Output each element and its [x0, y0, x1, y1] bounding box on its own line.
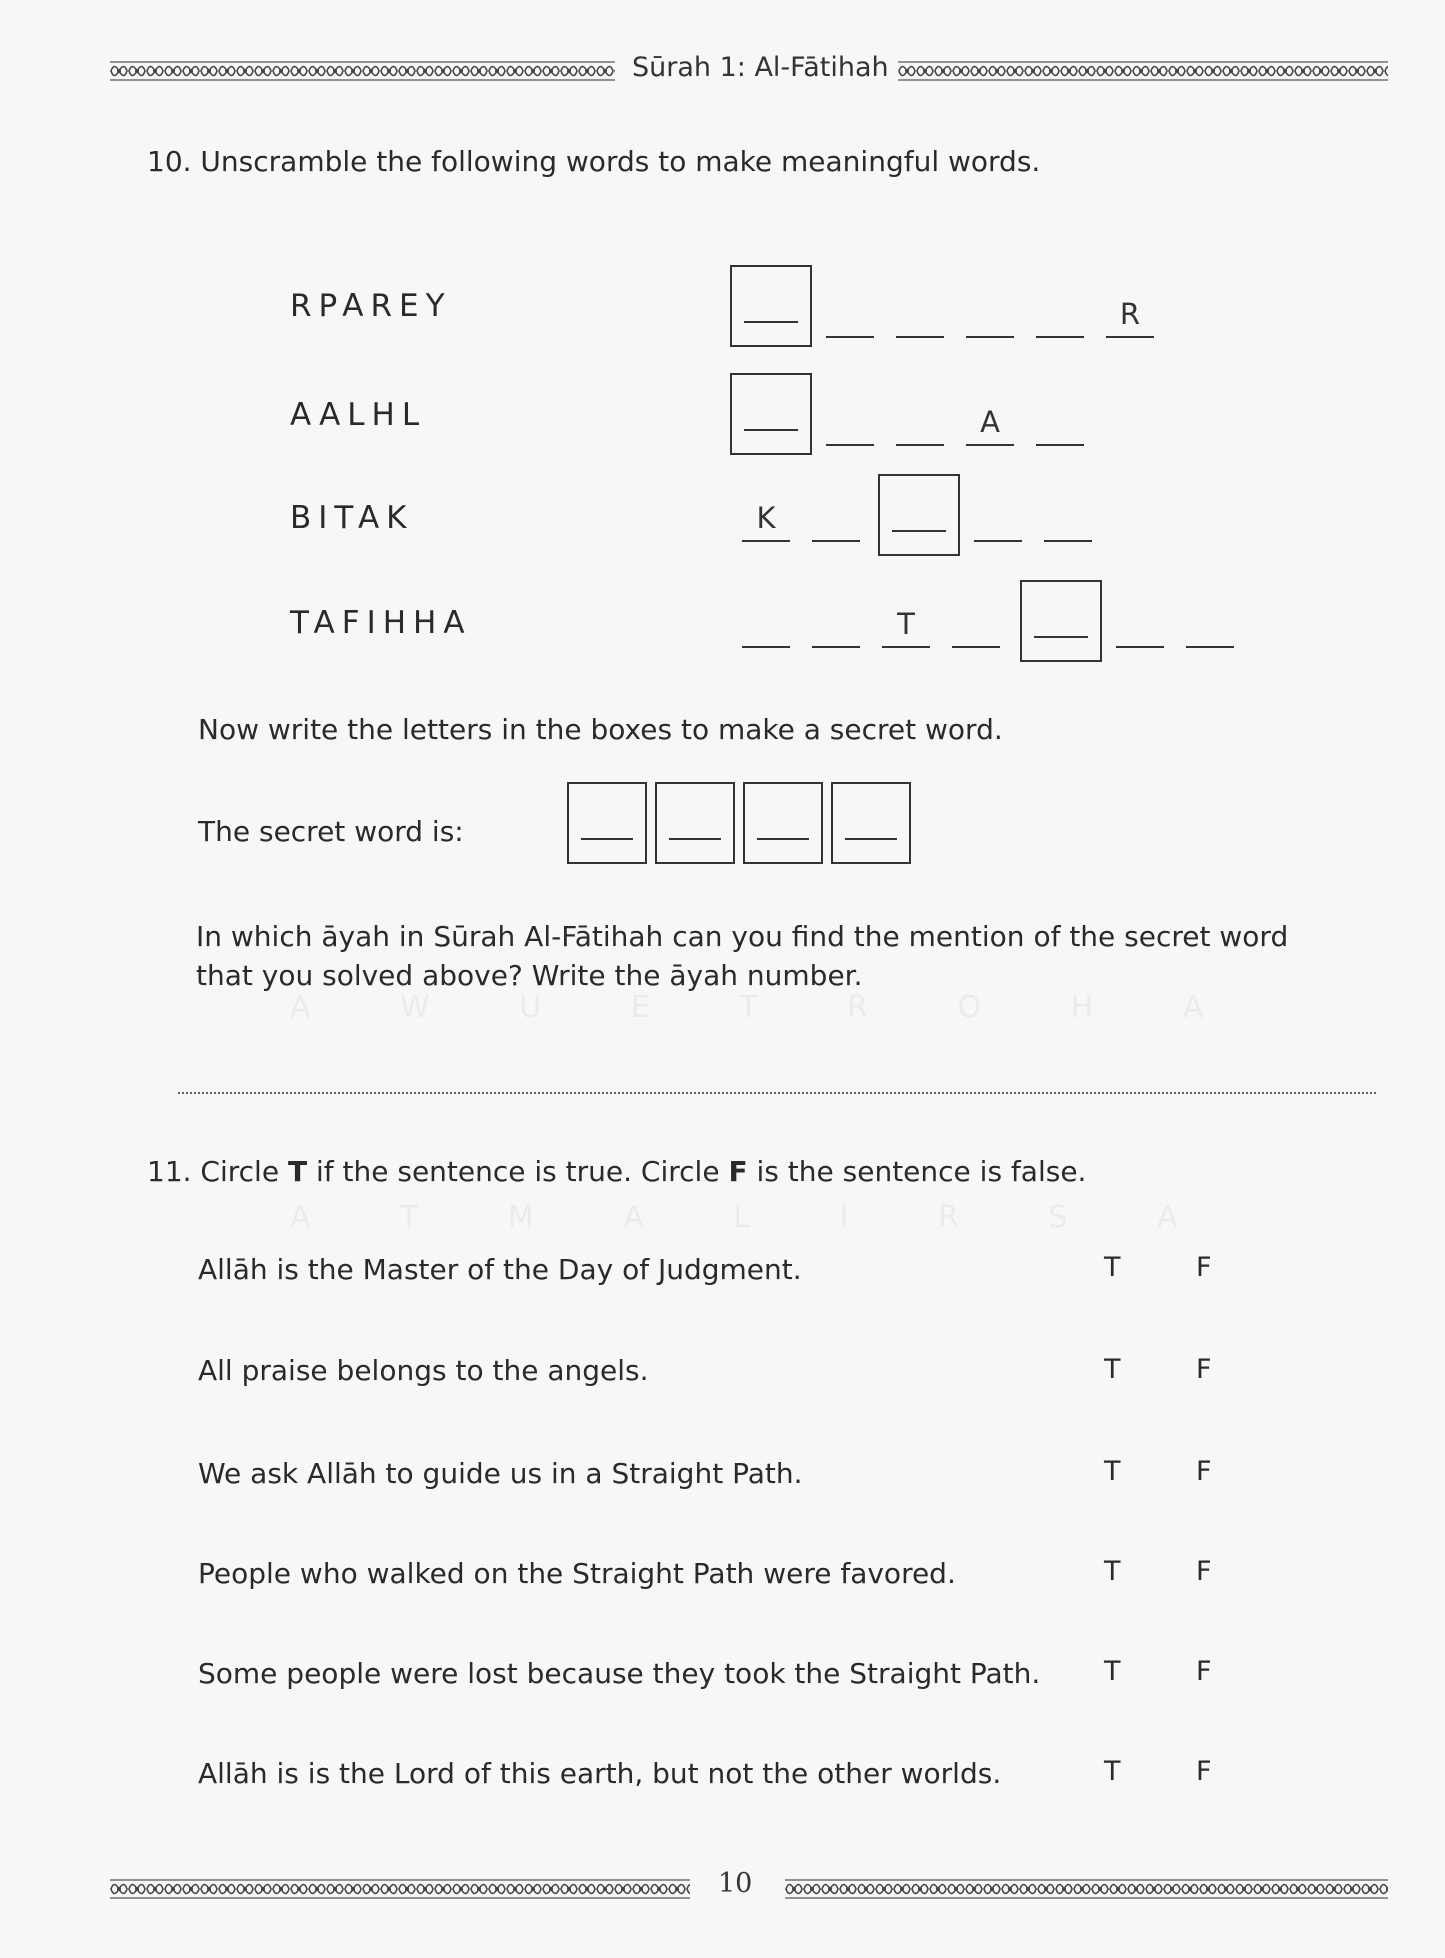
answer-row-4 [742, 580, 1242, 665]
page-number: 10 [718, 1868, 753, 1899]
statement-6: Allāh is is the Lord of this earth, but not the other worlds. [198, 1757, 1002, 1790]
header-ornament-right [898, 60, 1388, 82]
statement-2: All praise belongs to the angels. [198, 1354, 649, 1387]
letter-blank[interactable] [1036, 294, 1084, 338]
letter-blank[interactable] [1036, 402, 1084, 446]
letter-blank[interactable] [826, 294, 874, 338]
footer-ornament-left [110, 1878, 690, 1900]
letter-blank[interactable] [1116, 604, 1164, 648]
letter-blank[interactable]: K [742, 498, 790, 542]
true-option[interactable]: T [1104, 1756, 1121, 1787]
q11-title-part: is the sentence is false. [747, 1155, 1087, 1188]
scrambled-word-4: TAFIHHA [290, 605, 472, 641]
secret-word-label: The secret word is: [198, 815, 464, 848]
statement-1: Allāh is the Master of the Day of Judgment. [198, 1253, 802, 1286]
bleed-through: A W U E T R O H A [290, 990, 1244, 1025]
false-option[interactable]: F [1196, 1354, 1212, 1385]
letter-box[interactable] [1020, 580, 1102, 662]
question-line-1: In which āyah in Sūrah Al-Fātihah can you find the mention of the secret word [196, 920, 1289, 953]
scrambled-word-2: AALHL [290, 397, 427, 433]
letter-blank[interactable] [974, 498, 1022, 542]
letter-blank[interactable] [966, 294, 1014, 338]
statement-5: Some people were lost because they took the Straight Path. [198, 1657, 1041, 1690]
letter-blank[interactable]: A [966, 402, 1014, 446]
answer-line[interactable] [178, 1092, 1376, 1094]
letter-blank[interactable]: T [882, 604, 930, 648]
question-line-2: that you solved above? Write the āyah number. [196, 959, 863, 992]
scrambled-word-1: RPAREY [290, 288, 452, 324]
secret-letter-box[interactable] [655, 782, 735, 864]
answer-row-1 [730, 265, 1192, 340]
letter-blank[interactable] [896, 402, 944, 446]
q11-title-part: if the sentence is true. Circle [307, 1155, 729, 1188]
secret-word-question [196, 917, 1406, 995]
false-option[interactable]: F [1196, 1252, 1212, 1283]
q11-title-t: T [287, 1155, 308, 1188]
footer-ornament-right [785, 1878, 1388, 1900]
letter-box[interactable] [730, 265, 812, 347]
letter-blank[interactable] [826, 402, 874, 446]
letter-box[interactable] [730, 373, 812, 455]
header-ornament-left [110, 60, 615, 82]
letter-blank[interactable] [952, 604, 1000, 648]
scrambled-word-3: BITAK [290, 500, 414, 536]
false-option[interactable]: F [1196, 1756, 1212, 1787]
q11-title-part: 11. Circle [147, 1155, 288, 1188]
letter-blank[interactable] [812, 498, 860, 542]
secret-word-boxes [567, 782, 917, 867]
q11-title [147, 1155, 1086, 1188]
secret-letter-box[interactable] [743, 782, 823, 864]
bleed-through: A T M A L I R S A [290, 1200, 1218, 1235]
true-option[interactable]: T [1104, 1556, 1121, 1587]
letter-blank[interactable] [1186, 604, 1234, 648]
answer-row-2 [730, 373, 1090, 458]
instruction-text: Now write the letters in the boxes to make a secret word. [198, 713, 1003, 746]
secret-letter-box[interactable] [567, 782, 647, 864]
false-option[interactable]: F [1196, 1656, 1212, 1687]
letter-blank[interactable] [742, 604, 790, 648]
true-option[interactable]: T [1104, 1656, 1121, 1687]
answer-row-3 [742, 474, 1102, 559]
false-option[interactable]: F [1196, 1556, 1212, 1587]
false-option[interactable]: F [1196, 1456, 1212, 1487]
true-option[interactable]: T [1104, 1354, 1121, 1385]
statement-4: People who walked on the Straight Path were favored. [198, 1557, 956, 1590]
header-title: Sūrah 1: Al-Fātihah [632, 52, 889, 83]
letter-blank[interactable] [812, 604, 860, 648]
statement-3: We ask Allāh to guide us in a Straight Path. [198, 1457, 803, 1490]
letter-blank[interactable] [896, 294, 944, 338]
secret-letter-box[interactable] [831, 782, 911, 864]
q11-title-f: F [728, 1155, 748, 1188]
letter-box[interactable] [878, 474, 960, 556]
letter-blank[interactable]: R [1106, 294, 1154, 338]
q10-title: 10. Unscramble the following words to make meaningful words. [147, 145, 1041, 178]
letter-blank[interactable] [1044, 498, 1092, 542]
true-option[interactable]: T [1104, 1252, 1121, 1283]
true-option[interactable]: T [1104, 1456, 1121, 1487]
